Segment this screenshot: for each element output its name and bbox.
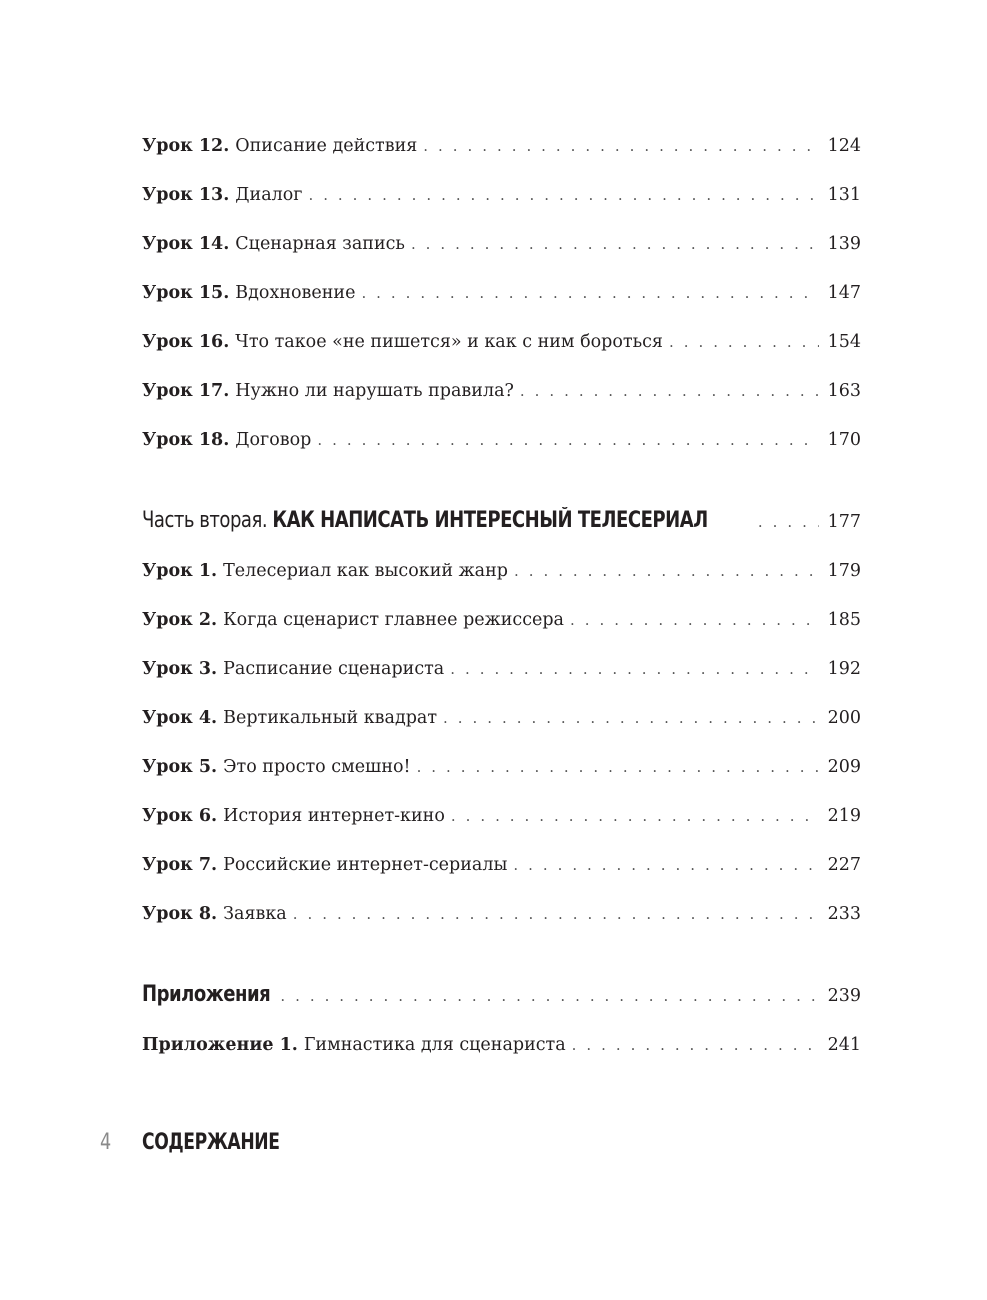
page-number: 163 xyxy=(827,381,861,401)
dot-leader xyxy=(513,856,818,874)
lesson-title: Сценарная запись xyxy=(235,234,405,254)
lesson-number: Урок 5. xyxy=(142,757,218,777)
page-number: 219 xyxy=(827,806,861,826)
lesson-number: Урок 15. xyxy=(142,283,230,303)
page-footer xyxy=(100,1130,318,1160)
dot-leader xyxy=(280,987,818,1005)
dot-leader xyxy=(443,709,819,727)
lesson-number: Урок 6. xyxy=(142,806,218,826)
lesson-title: Нужно ли нарушать правила? xyxy=(235,381,514,401)
lesson-number: Урок 2. xyxy=(142,610,218,630)
lesson-title: Вдохновение xyxy=(235,283,356,303)
dot-leader xyxy=(451,807,819,825)
lesson-title: Вертикальный квадрат xyxy=(223,708,438,728)
page-number: 185 xyxy=(827,610,861,630)
page-number: 170 xyxy=(827,430,861,450)
appendices-title xyxy=(142,982,270,1007)
page-number: 233 xyxy=(827,904,861,924)
dot-leader xyxy=(570,611,819,629)
toc-entry[interactable] xyxy=(142,904,861,934)
lesson-title: Когда сценарист главнее режиссера xyxy=(223,610,564,630)
lesson-number: Урок 13. xyxy=(142,185,230,205)
part-title xyxy=(142,508,708,533)
toc-entry[interactable] xyxy=(142,234,861,264)
toc-entry[interactable] xyxy=(142,136,861,166)
part-name: КАК НАПИСАТЬ ИНТЕРЕСНЫЙ ТЕЛЕСЕРИАЛ xyxy=(272,508,708,533)
page-number: 124 xyxy=(827,136,861,156)
page-number: 227 xyxy=(827,855,861,875)
lesson-number: Урок 7. xyxy=(142,855,218,875)
dot-leader xyxy=(423,137,818,155)
lesson-number: Урок 4. xyxy=(142,708,218,728)
dot-leader xyxy=(758,513,819,531)
dot-leader xyxy=(514,562,819,580)
page-number: 209 xyxy=(827,757,861,777)
dot-leader xyxy=(520,382,819,400)
appendix-title: Гимнастика для сценариста xyxy=(303,1035,566,1055)
dot-leader xyxy=(669,333,819,351)
toc-entry[interactable] xyxy=(142,430,861,460)
dot-leader xyxy=(572,1036,819,1054)
lesson-title: Заявка xyxy=(223,904,287,924)
page-number: 239 xyxy=(827,986,861,1006)
lesson-title: Телесериал как высокий жанр xyxy=(223,561,508,581)
lesson-number: Урок 17. xyxy=(142,381,230,401)
dot-leader xyxy=(361,284,818,302)
toc-entry[interactable] xyxy=(142,332,861,362)
dot-leader xyxy=(417,758,819,776)
toc-entry[interactable] xyxy=(142,1035,861,1065)
folio-number: 4 xyxy=(100,1130,112,1155)
lesson-number: Урок 16. xyxy=(142,332,230,352)
toc-entry[interactable] xyxy=(142,806,861,836)
lesson-title: Российские интернет-сериалы xyxy=(223,855,508,875)
page-number: 241 xyxy=(827,1035,861,1055)
lesson-title: Договор xyxy=(235,430,312,450)
dot-leader xyxy=(317,431,818,449)
lesson-number: Урок 14. xyxy=(142,234,230,254)
toc-entry[interactable] xyxy=(142,855,861,885)
appendices-heading[interactable] xyxy=(142,982,861,1016)
lesson-number: Урок 8. xyxy=(142,904,218,924)
page-number: 179 xyxy=(827,561,861,581)
lesson-number: Урок 1. xyxy=(142,561,218,581)
dot-leader xyxy=(308,186,818,204)
toc-entry[interactable] xyxy=(142,708,861,738)
page-number: 139 xyxy=(827,234,861,254)
lesson-number: Урок 12. xyxy=(142,136,230,156)
lesson-title: Это просто смешно! xyxy=(223,757,411,777)
dot-leader xyxy=(411,235,819,253)
lesson-title: Что такое «не пишется» и как с ним бороться xyxy=(235,332,663,352)
appendices-name: Приложения xyxy=(142,982,271,1007)
page-number: 200 xyxy=(827,708,861,728)
toc-entry[interactable] xyxy=(142,659,861,689)
toc-entry[interactable] xyxy=(142,610,861,640)
dot-leader xyxy=(450,660,818,678)
part-prefix: Часть вторая. xyxy=(142,508,268,533)
dot-leader xyxy=(293,905,819,923)
lesson-title: Диалог xyxy=(235,185,303,205)
lesson-number: Урок 3. xyxy=(142,659,218,679)
page-number: 177 xyxy=(827,512,861,532)
toc-entry[interactable] xyxy=(142,381,861,411)
toc-entry[interactable] xyxy=(142,561,861,591)
toc-entry[interactable] xyxy=(142,283,861,313)
lesson-title: Расписание сценариста xyxy=(223,659,445,679)
appendix-number: Приложение 1. xyxy=(142,1035,298,1055)
part-heading[interactable] xyxy=(142,508,861,542)
page-number: 147 xyxy=(827,283,861,303)
lesson-title: История интернет-кино xyxy=(223,806,445,826)
toc-entry[interactable] xyxy=(142,757,861,787)
toc-entry[interactable] xyxy=(142,185,861,215)
lesson-title: Описание действия xyxy=(235,136,418,156)
page-number: 192 xyxy=(827,659,861,679)
running-head: СОДЕРЖАНИЕ xyxy=(142,1130,280,1155)
page-number: 154 xyxy=(827,332,861,352)
page-number: 131 xyxy=(827,185,861,205)
lesson-number: Урок 18. xyxy=(142,430,230,450)
